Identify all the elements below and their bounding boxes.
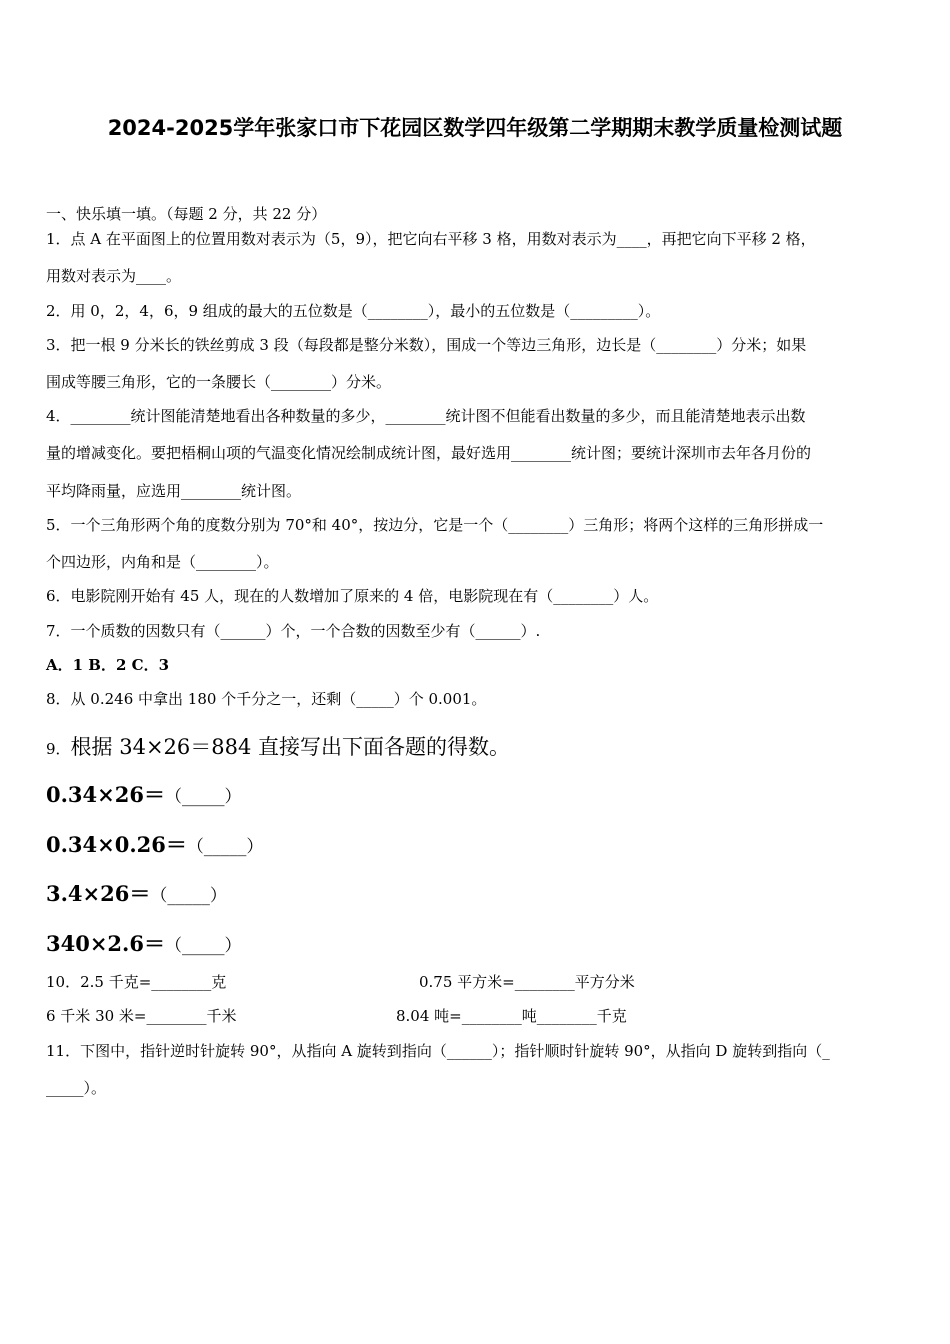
equation-3: [46, 878, 227, 908]
question-9-number: 9．: [46, 740, 71, 758]
equation-4: [46, 928, 241, 958]
page-title: 2024-2025学年张家口市下花园区数学四年级第二学期期末教学质量检测试题: [107, 116, 843, 140]
question-10-a: 10．2.5 千克=________克: [46, 973, 227, 991]
question-11-line-2: _____）。: [46, 1079, 107, 1097]
answer-blank: （_____）: [150, 886, 227, 906]
question-4-line-2: 量的增减变化。要把梧桐山项的气温变化情况绘制成统计图，最好选用________统计图；要统计深圳市去年各月份的: [46, 444, 812, 462]
question-1-line-1: 1．点 A 在平面图上的位置用数对表示为（5，9），把它向右平移 3 格，用数对表示为____，再把它向下平移 2 格，: [46, 230, 816, 248]
equation-expression: 0.34×0.26＝: [46, 832, 187, 857]
equation-2: [46, 829, 263, 859]
question-10-d: 8.04 吨=________吨________千克: [396, 1007, 627, 1025]
question-10-b: 0.75 平方米=________平方分米: [419, 973, 635, 991]
question-4-line-1: 4．________统计图能清楚地看出各种数量的多少，________统计图不但能看出数量的多少，而且能清楚地表示出数: [46, 407, 806, 425]
answer-blank: （_____）: [186, 837, 264, 857]
question-1-line-2: 用数对表示为____。: [46, 267, 182, 285]
question-5-line-2: 个四边形，内角和是（________）。: [46, 553, 279, 571]
question-4-line-3: 平均降雨量，应选用________统计图。: [46, 482, 302, 500]
question-2: 2．用 0，2，4，6，9 组成的最大的五位数是（________），最小的五位数是（_________）。: [46, 302, 661, 320]
answer-blank: （_____）: [164, 936, 242, 956]
question-7: 7．一个质数的因数只有（______）个，一个合数的因数至少有（______）.: [46, 622, 541, 640]
equation-1: [46, 779, 241, 809]
question-3-line-1: 3．把一根 9 分米长的铁丝剪成 3 段（每段都是整分米数），围成一个等边三角形，边长是（________）分米；如果: [46, 336, 807, 354]
question-10-c: 6 千米 30 米=________千米: [46, 1007, 237, 1025]
equation-expression: 340×2.6＝: [46, 931, 165, 956]
question-9-prompt: [46, 731, 510, 761]
question-3-line-2: 围成等腰三角形，它的一条腰长（________）分米。: [46, 373, 392, 391]
answer-blank: （_____）: [164, 787, 242, 807]
question-8: 8．从 0.246 中拿出 180 个千分之一，还剩（_____）个 0.001。: [46, 690, 487, 708]
question-5-line-1: 5．一个三角形两个角的度数分别为 70°和 40°，按边分，它是一个（________）三角形；将两个这样的三角形拼成一: [46, 516, 824, 534]
equation-expression: 3.4×26＝: [46, 881, 151, 906]
question-9-text: 根据 34×26＝884 直接写出下面各题的得数。: [70, 735, 511, 759]
question-6: 6．电影院刚开始有 45 人，现在的人数增加了原来的 4 倍，电影院现在有（________）人。: [46, 587, 659, 605]
section-heading: 一、快乐填一填。（每题 2 分，共 22 分）: [46, 205, 327, 223]
question-11-line-1: 11．下图中，指针逆时针旋转 90°，从指向 A 旋转到指向（______）；指针顺时针旋转 90°，从指向 D 旋转到指向（_: [46, 1042, 830, 1060]
question-7-options: A．1 B．2 C．3: [46, 656, 170, 674]
equation-expression: 0.34×26＝: [46, 782, 165, 807]
